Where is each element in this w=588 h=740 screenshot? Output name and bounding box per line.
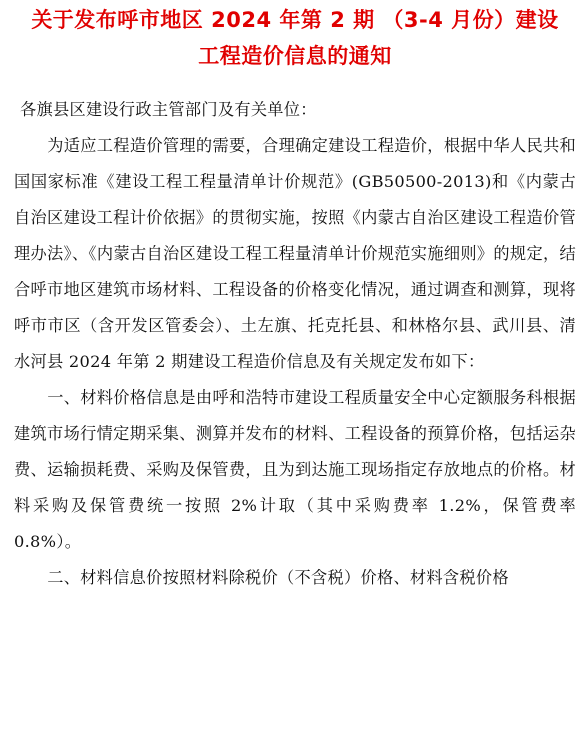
title-line-1: 关于发布呼市地区 2024 年第 2 期 （3-4 月份）建设 [31, 8, 559, 32]
title-line-2: 工程造价信息的通知 [198, 44, 392, 68]
notice-body [14, 92, 576, 596]
notice-title [14, 0, 576, 74]
paragraph-item-1: 一、材料价格信息是由呼和浩特市建设工程质量安全中心定额服务科根据建筑市场行情定期采集、测算并发布的材料、工程设备的预算价格，包括运杂费、运输损耗费、采购及保管费，且为到达施工现场指定存放地点的价格。材料采购及保管费统一按照 2%计取（其中采购费率 1.2%，保管费率 0.8%）。 [14, 388, 576, 551]
salutation: 各旗县区建设行政主管部门及有关单位： [20, 100, 317, 119]
paragraph-item-2: 二、材料信息价按照材料除税价（不含税）价格、材料含税价格 [47, 568, 509, 587]
paragraph-intro: 为适应工程造价管理的需要，合理确定建设工程造价，根据中华人民共和国国家标准《建设工程工程量清单计价规范》(GB50500-2013)和《内蒙古自治区建设工程计价依据》的贯彻实施，按照《内蒙古自治区建设工程造价管理办法》、《内蒙古自治区建设工程工程量清单计价规范实施细则》的规定，结合呼市地区建筑市场材料、工程设备的价格变化情况，通过调查和测算，现将呼市市区（含开发区管委会）、土左旗、托克托县、和林格尔县、武川县、清水河县 2024 年第 2 期建设工程造价信息及有关规定发布如下： [14, 136, 576, 371]
